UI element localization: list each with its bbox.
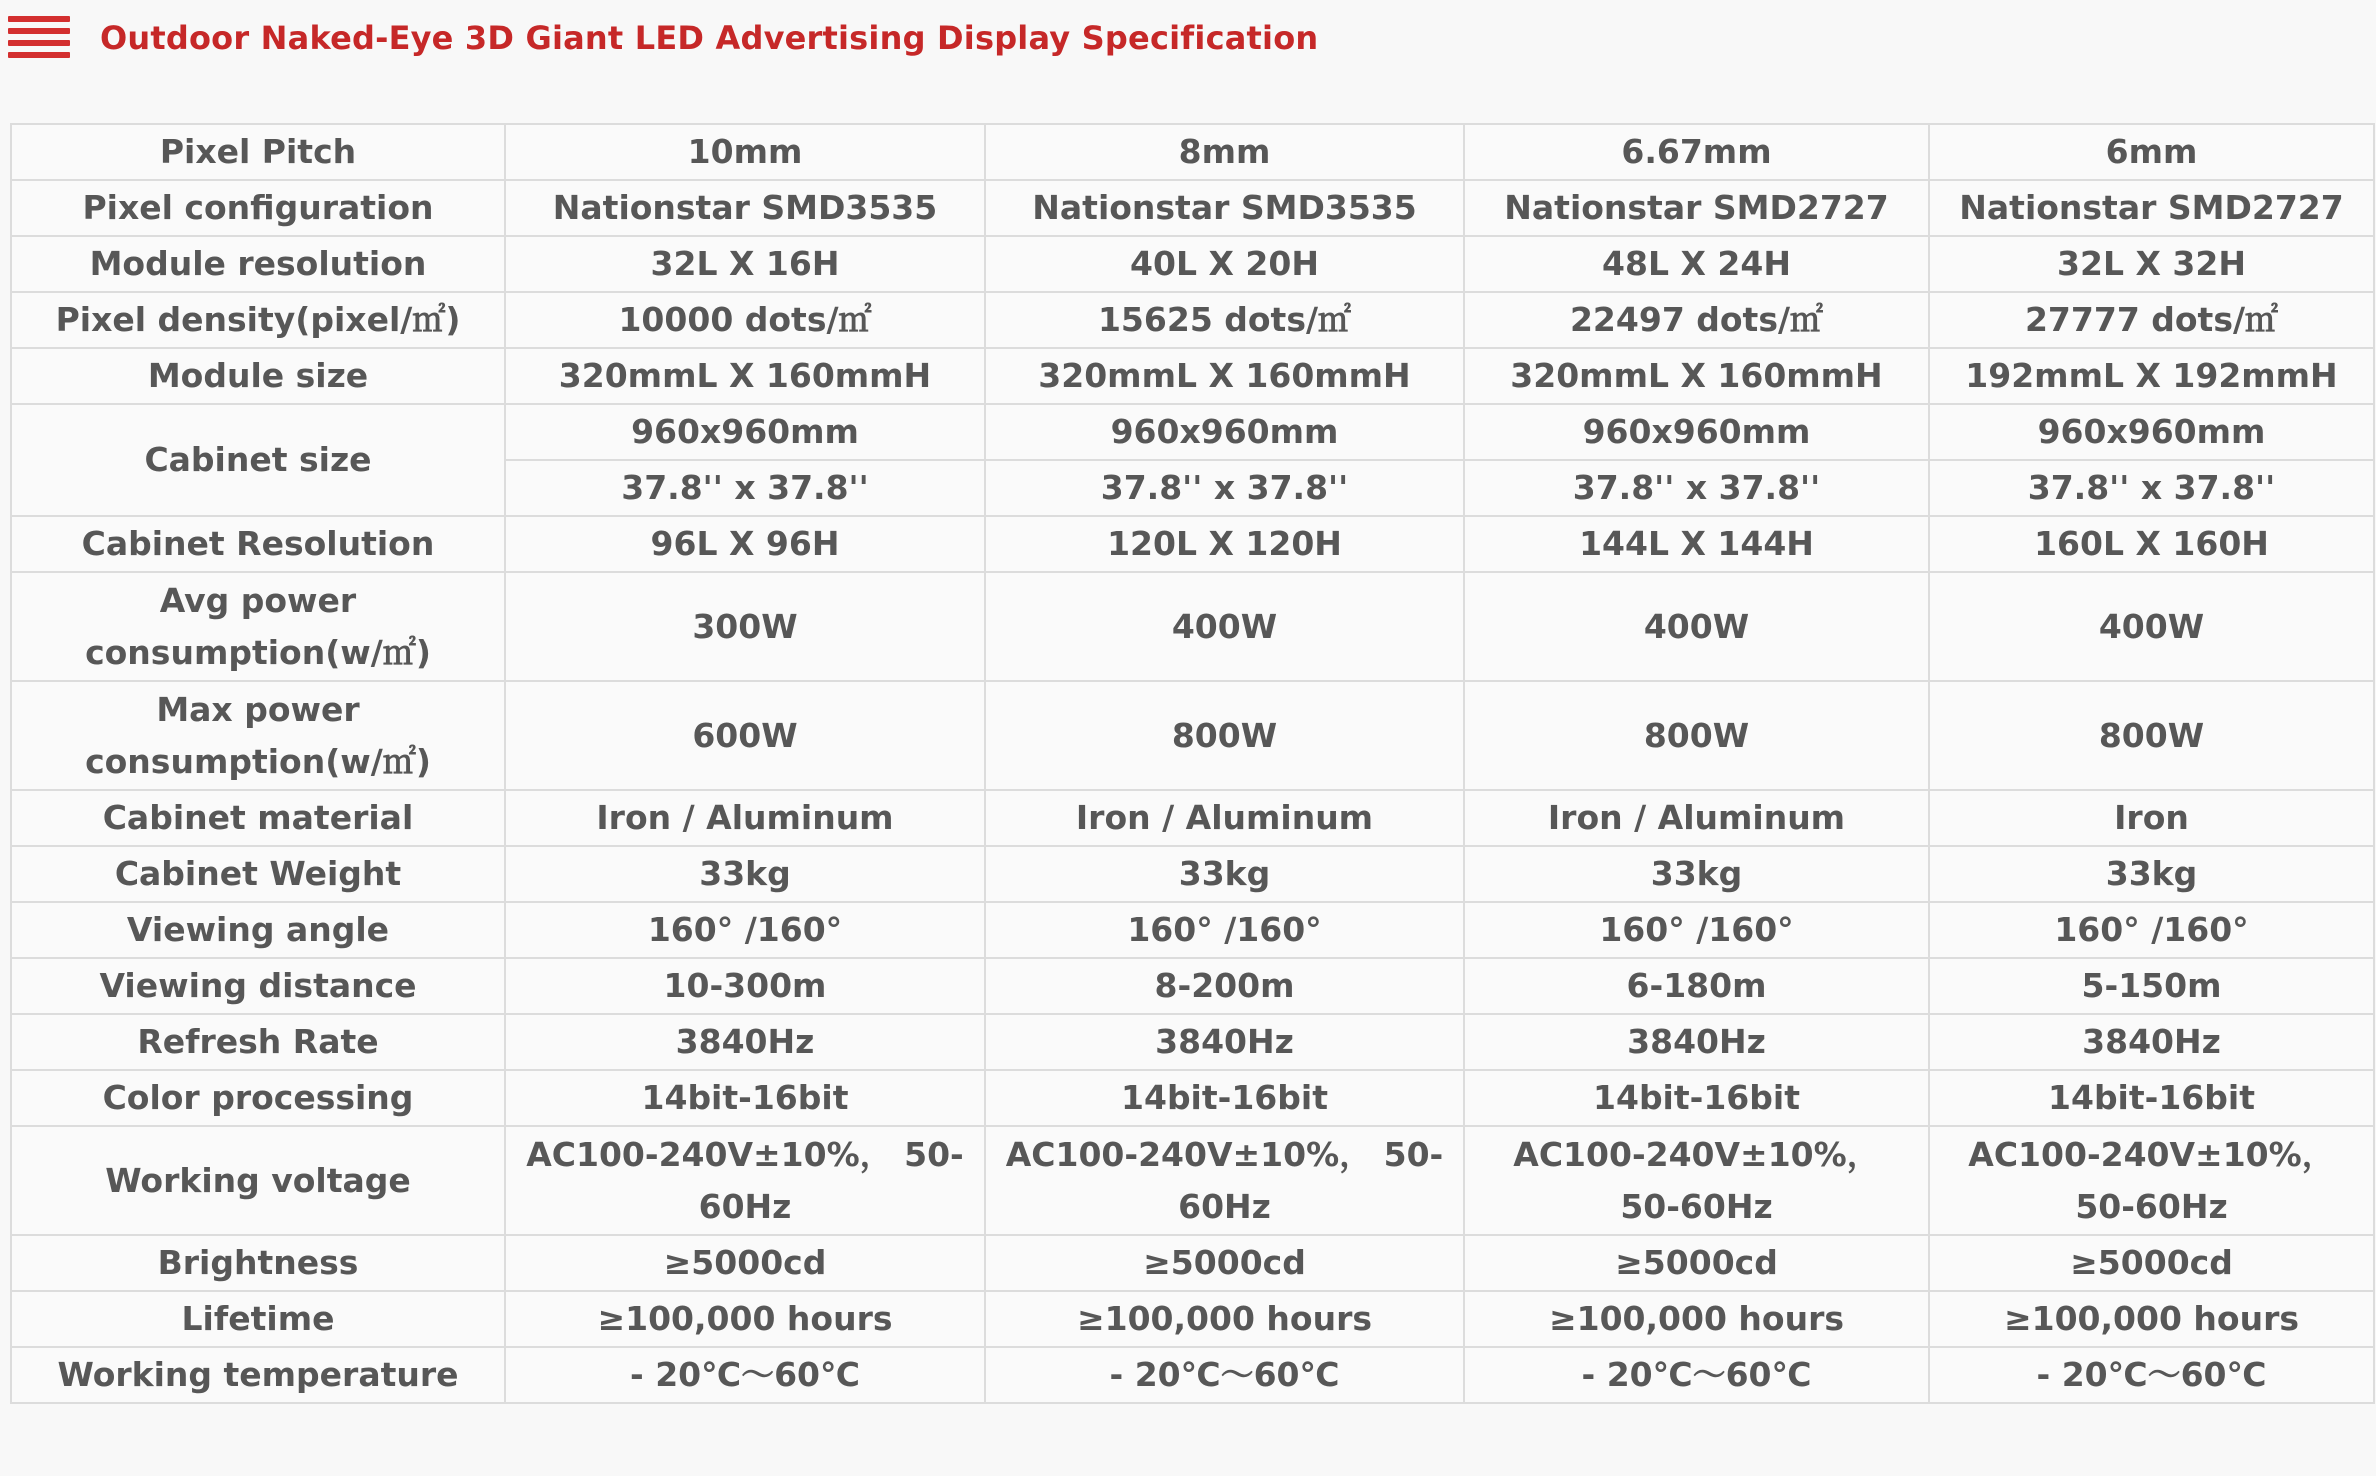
- row-label: Working voltage: [11, 1126, 505, 1235]
- table-cell: ≥5000cd: [1929, 1235, 2374, 1291]
- table-row: [11, 124, 2374, 180]
- row-label: Cabinet Weight: [11, 846, 505, 902]
- table-cell: 400W: [1929, 572, 2374, 681]
- table-cell: 37.8'' x 37.8'': [985, 460, 1464, 516]
- row-label: Viewing angle: [11, 902, 505, 958]
- row-label: Avg power consumption(w/㎡): [11, 572, 505, 681]
- table-cell: 160L X 160H: [1929, 516, 2374, 572]
- table-cell: Nationstar SMD2727: [1929, 180, 2374, 236]
- table-cell: - 20℃～60℃: [1929, 1347, 2374, 1403]
- table-cell: 14bit-16bit: [985, 1070, 1464, 1126]
- table-cell: 3840Hz: [1929, 1014, 2374, 1070]
- table-cell: 300W: [505, 572, 985, 681]
- row-label: Module resolution: [11, 236, 505, 292]
- table-cell: 120L X 120H: [985, 516, 1464, 572]
- table-cell: 8-200m: [985, 958, 1464, 1014]
- table-cell: 8mm: [985, 124, 1464, 180]
- table-cell: - 20℃～60℃: [985, 1347, 1464, 1403]
- row-label: Pixel configuration: [11, 180, 505, 236]
- table-row: [11, 404, 2374, 460]
- table-cell: 96L X 96H: [505, 516, 985, 572]
- table-row: [11, 958, 2374, 1014]
- row-label: Brightness: [11, 1235, 505, 1291]
- row-label: Pixel density(pixel/㎡): [11, 292, 505, 348]
- table-cell: 160° /160°: [985, 902, 1464, 958]
- table-cell: 10-300m: [505, 958, 985, 1014]
- table-cell: ≥5000cd: [985, 1235, 1464, 1291]
- table-cell: 14bit-16bit: [505, 1070, 985, 1126]
- table-cell: ≥5000cd: [505, 1235, 985, 1291]
- row-label: Refresh Rate: [11, 1014, 505, 1070]
- table-row: [11, 180, 2374, 236]
- table-cell: 3840Hz: [985, 1014, 1464, 1070]
- table-cell: AC100-240V±10%， 50-60Hz: [1464, 1126, 1929, 1235]
- row-label: Viewing distance: [11, 958, 505, 1014]
- table-cell: 14bit-16bit: [1464, 1070, 1929, 1126]
- table-cell: 15625 dots/㎡: [985, 292, 1464, 348]
- table-cell: 33kg: [1464, 846, 1929, 902]
- table-cell: - 20℃～60℃: [1464, 1347, 1929, 1403]
- table-cell: Iron / Aluminum: [985, 790, 1464, 846]
- table-cell: ≥100,000 hours: [985, 1291, 1464, 1347]
- table-row: [11, 1347, 2374, 1403]
- table-row: [11, 1126, 2374, 1235]
- table-cell: Iron / Aluminum: [505, 790, 985, 846]
- table-cell: 3840Hz: [505, 1014, 985, 1070]
- table-cell: 800W: [1464, 681, 1929, 790]
- table-cell: Nationstar SMD2727: [1464, 180, 1929, 236]
- table-cell: AC100-240V±10%， 50-60Hz: [505, 1126, 985, 1235]
- table-cell: 37.8'' x 37.8'': [505, 460, 985, 516]
- table-row: [11, 790, 2374, 846]
- table-cell: 960x960mm: [985, 404, 1464, 460]
- table-cell: ≥100,000 hours: [505, 1291, 985, 1347]
- table-cell: - 20℃～60℃: [505, 1347, 985, 1403]
- table-row: [11, 572, 2374, 681]
- table-cell: 14bit-16bit: [1929, 1070, 2374, 1126]
- table-cell: Nationstar SMD3535: [985, 180, 1464, 236]
- table-row: [11, 902, 2374, 958]
- row-label: Color processing: [11, 1070, 505, 1126]
- table-cell: 160° /160°: [1929, 902, 2374, 958]
- table-cell: 320mmL X 160mmH: [505, 348, 985, 404]
- table-cell: 144L X 144H: [1464, 516, 1929, 572]
- table-cell: ≥5000cd: [1464, 1235, 1929, 1291]
- table-cell: ≥100,000 hours: [1464, 1291, 1929, 1347]
- table-cell: AC100-240V±10%， 50-60Hz: [985, 1126, 1464, 1235]
- table-cell: 192mmL X 192mmH: [1929, 348, 2374, 404]
- table-cell: 320mmL X 160mmH: [1464, 348, 1929, 404]
- specification-table: [10, 123, 2375, 1404]
- row-label: Cabinet Resolution: [11, 516, 505, 572]
- table-row: [11, 681, 2374, 790]
- table-cell: 320mmL X 160mmH: [985, 348, 1464, 404]
- table-cell: 400W: [1464, 572, 1929, 681]
- table-cell: 960x960mm: [1464, 404, 1929, 460]
- page-title: Outdoor Naked-Eye 3D Giant LED Advertising Display Specification: [100, 19, 1319, 57]
- table-row: [11, 516, 2374, 572]
- table-row: [11, 1291, 2374, 1347]
- row-label: Working temperature: [11, 1347, 505, 1403]
- table-row: [11, 1070, 2374, 1126]
- table-cell: 40L X 20H: [985, 236, 1464, 292]
- table-cell: 32L X 32H: [1929, 236, 2374, 292]
- table-cell: 6mm: [1929, 124, 2374, 180]
- table-row: [11, 1014, 2374, 1070]
- table-cell: 22497 dots/㎡: [1464, 292, 1929, 348]
- table-cell: 800W: [985, 681, 1464, 790]
- table-row: [11, 846, 2374, 902]
- table-cell: Nationstar SMD3535: [505, 180, 985, 236]
- row-label: Max power consumption(w/㎡): [11, 681, 505, 790]
- table-cell: AC100-240V±10%， 50-60Hz: [1929, 1126, 2374, 1235]
- row-label: Pixel Pitch: [11, 124, 505, 180]
- table-cell: 27777 dots/㎡: [1929, 292, 2374, 348]
- table-cell: 6.67mm: [1464, 124, 1929, 180]
- row-label: Cabinet size: [11, 404, 505, 516]
- row-label: Lifetime: [11, 1291, 505, 1347]
- table-cell: 400W: [985, 572, 1464, 681]
- table-cell: 5-150m: [1929, 958, 2374, 1014]
- table-cell: 10000 dots/㎡: [505, 292, 985, 348]
- table-cell: 160° /160°: [505, 902, 985, 958]
- table-cell: 600W: [505, 681, 985, 790]
- table-cell: 160° /160°: [1464, 902, 1929, 958]
- table-row: [11, 292, 2374, 348]
- table-cell: 3840Hz: [1464, 1014, 1929, 1070]
- table-cell: 6-180m: [1464, 958, 1929, 1014]
- row-label: Cabinet material: [11, 790, 505, 846]
- table-row: [11, 236, 2374, 292]
- table-cell: 32L X 16H: [505, 236, 985, 292]
- table-cell: 33kg: [1929, 846, 2374, 902]
- table-cell: 800W: [1929, 681, 2374, 790]
- table-cell: ≥100,000 hours: [1929, 1291, 2374, 1347]
- table-cell: 48L X 24H: [1464, 236, 1929, 292]
- table-cell: 37.8'' x 37.8'': [1464, 460, 1929, 516]
- table-row: [11, 1235, 2374, 1291]
- table-cell: 37.8'' x 37.8'': [1929, 460, 2374, 516]
- table-row: [11, 348, 2374, 404]
- table-cell: Iron: [1929, 790, 2374, 846]
- table-cell: 33kg: [505, 846, 985, 902]
- table-cell: 33kg: [985, 846, 1464, 902]
- table-cell: 10mm: [505, 124, 985, 180]
- row-label: Module size: [11, 348, 505, 404]
- table-cell: 960x960mm: [505, 404, 985, 460]
- table-cell: Iron / Aluminum: [1464, 790, 1929, 846]
- hamburger-menu-icon[interactable]: [8, 14, 70, 62]
- table-cell: 960x960mm: [1929, 404, 2374, 460]
- page-header: [8, 12, 1318, 64]
